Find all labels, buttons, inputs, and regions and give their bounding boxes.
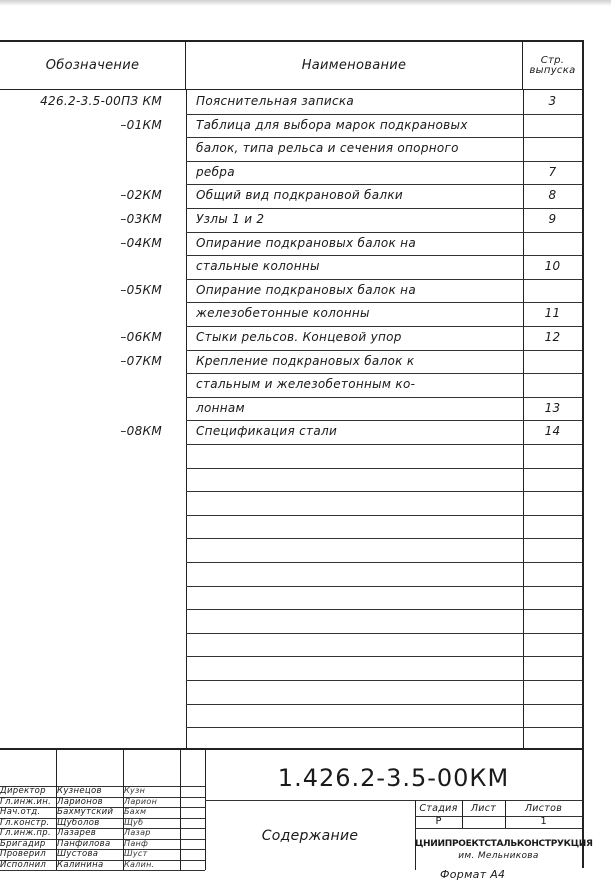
sheet-label: Лист [470, 803, 497, 814]
document-sheet [0, 40, 593, 870]
row-name: Узлы 1 и 2 [196, 212, 265, 226]
signature-role: Исполнил [0, 859, 47, 870]
ruled-line [186, 538, 582, 539]
row-name: Пояснительная записка [196, 94, 355, 108]
row-page [523, 373, 582, 397]
signature-mark: Бахм [124, 807, 147, 816]
format-label: Формат А4 [440, 868, 506, 881]
row-name: Опирание подкрановых балок на [196, 282, 416, 297]
signature-mark: Лазар [124, 828, 151, 837]
row-name: Стыки рельсов. Концевой упор [196, 330, 402, 344]
ruled-line [186, 279, 582, 280]
ruled-line [186, 680, 582, 681]
sheets-label: Листов [524, 803, 563, 814]
ruled-line [186, 515, 582, 516]
document-title: Содержание [261, 828, 359, 844]
signature-person: Ларионов [57, 796, 103, 807]
ruled-line [186, 114, 582, 115]
row-name: ребра [196, 164, 235, 179]
row-page [523, 350, 582, 374]
title-hline [205, 800, 582, 801]
title-block [0, 748, 593, 870]
signature-role: Бригадир [0, 838, 46, 849]
ruled-line [186, 137, 582, 138]
row-page [523, 279, 582, 303]
ruled-line [186, 232, 582, 233]
signature-person: Шустова [57, 849, 99, 859]
signature-role: Гл.инж.ин. [0, 796, 52, 807]
ruled-line [186, 326, 582, 327]
sheet-value [462, 816, 505, 828]
signature-role: Нач.отд. [0, 807, 41, 817]
signature-mark: Ларион [124, 796, 158, 806]
table-row [0, 232, 582, 256]
signature-person: Кузнецов [57, 786, 102, 796]
table-row [0, 373, 582, 397]
row-page: 14 [544, 424, 561, 439]
signature-role: Директор [0, 786, 46, 796]
row-page: 7 [548, 164, 557, 179]
ruled-line [186, 184, 582, 185]
ruled-line [186, 420, 582, 421]
ruled-line [186, 633, 582, 634]
ruled-line [186, 208, 582, 209]
signature-person: Щуболов [57, 817, 100, 828]
organization-line2: им. Мельникова [458, 851, 539, 861]
table-row [0, 114, 582, 138]
signature-role: Гл.инж.пр. [0, 828, 51, 838]
row-page: 12 [544, 330, 561, 344]
signature-person: Бахмутский [57, 807, 114, 817]
scan-edge [0, 0, 611, 6]
stage-label: Стадия [419, 803, 458, 814]
ruled-line [186, 656, 582, 657]
row-page [523, 114, 582, 138]
table-row [0, 161, 582, 185]
stage-value: Р [435, 816, 442, 827]
row-name: Спецификация стали [196, 424, 338, 439]
ruled-line [186, 586, 582, 587]
row-page [523, 232, 582, 256]
signature-top-line [0, 786, 205, 787]
row-name: Крепление подкрановых балок к [196, 353, 415, 368]
table-row [0, 279, 582, 303]
table-row [0, 90, 582, 114]
row-page: 10 [544, 259, 561, 274]
organization-name [415, 830, 593, 870]
signature-person: Лазарев [57, 828, 97, 838]
table-row [0, 184, 582, 208]
signature-person: Панфилова [57, 838, 111, 849]
column-header-code: Обозначение [0, 42, 186, 90]
row-name: стальные колонны [196, 259, 320, 274]
table-row [0, 208, 582, 232]
row-page: 9 [548, 212, 557, 226]
signature-role: Проверил [0, 849, 46, 859]
column-header-page-line2: выпуска [529, 64, 576, 76]
table-row [0, 420, 582, 444]
ruled-line [186, 704, 582, 705]
ruled-line [186, 161, 582, 162]
sheets-value: 1 [540, 816, 547, 827]
row-code: –05КМ [120, 282, 162, 297]
row-page: 11 [544, 306, 561, 321]
row-page: 13 [544, 400, 561, 415]
sig-divider-2 [123, 750, 124, 870]
column-header-name: Наименование [186, 42, 523, 90]
row-name: лоннам [196, 400, 245, 415]
ruled-line [186, 350, 582, 351]
signature-person: Калинина [57, 859, 104, 870]
signature-mark: Кузн [124, 786, 146, 795]
sig-divider-1 [56, 750, 57, 870]
row-name: стальным и железобетонным ко- [196, 377, 416, 392]
row-code: 426.2-3.5-00ПЗ КМ [40, 94, 162, 108]
row-name: железобетонные колонны [196, 306, 370, 321]
ruled-line [186, 255, 582, 256]
organization-line1: ЦНИИПРОЕКТСТАЛЬКОНСТРУКЦИЯ [415, 839, 593, 849]
table-row [0, 397, 582, 421]
row-code: –02КМ [120, 188, 162, 203]
row-page: 3 [548, 94, 557, 108]
document-number: 1.426.2-3.5-00КМ [277, 764, 510, 792]
signature-line [0, 870, 205, 871]
sig-divider-3 [180, 750, 181, 870]
row-name: балок, типа рельса и сечения опорного [196, 141, 459, 156]
row-code: –03КМ [120, 212, 162, 226]
ruled-line [186, 609, 582, 610]
ruled-line [186, 444, 582, 445]
signature-mark: Калин. [124, 859, 155, 869]
row-code: –07КМ [120, 353, 162, 368]
ruled-line [186, 302, 582, 303]
ruled-line [186, 727, 582, 728]
column-header-page-line1: Стр. [540, 54, 565, 66]
row-name: Общий вид подкрановой балки [196, 188, 404, 203]
ruled-line [186, 373, 582, 374]
row-name: Опирание подкрановых балок на [196, 235, 416, 250]
row-code: –08КМ [120, 424, 162, 439]
signature-mark: Шуст [124, 849, 148, 858]
stage-hline-2 [415, 828, 582, 829]
ruled-line [186, 397, 582, 398]
signature-mark: Панф [124, 838, 149, 848]
row-code: –01КМ [120, 117, 162, 132]
signature-mark: Щуб [124, 817, 144, 827]
row-page: 8 [548, 188, 557, 203]
table-row [0, 302, 582, 326]
table-row [0, 255, 582, 279]
signature-role: Гл.констр. [0, 817, 50, 828]
row-name: Таблица для выбора марок подкрановых [196, 117, 468, 132]
column-header-page [523, 42, 582, 90]
row-code: –06КМ [120, 330, 162, 344]
table-row [0, 137, 582, 161]
table-row [0, 326, 582, 350]
table-row [0, 350, 582, 374]
row-code: –04КМ [120, 235, 162, 250]
ruled-line [186, 562, 582, 563]
ruled-line [186, 468, 582, 469]
row-page [523, 137, 582, 161]
ruled-line [186, 491, 582, 492]
